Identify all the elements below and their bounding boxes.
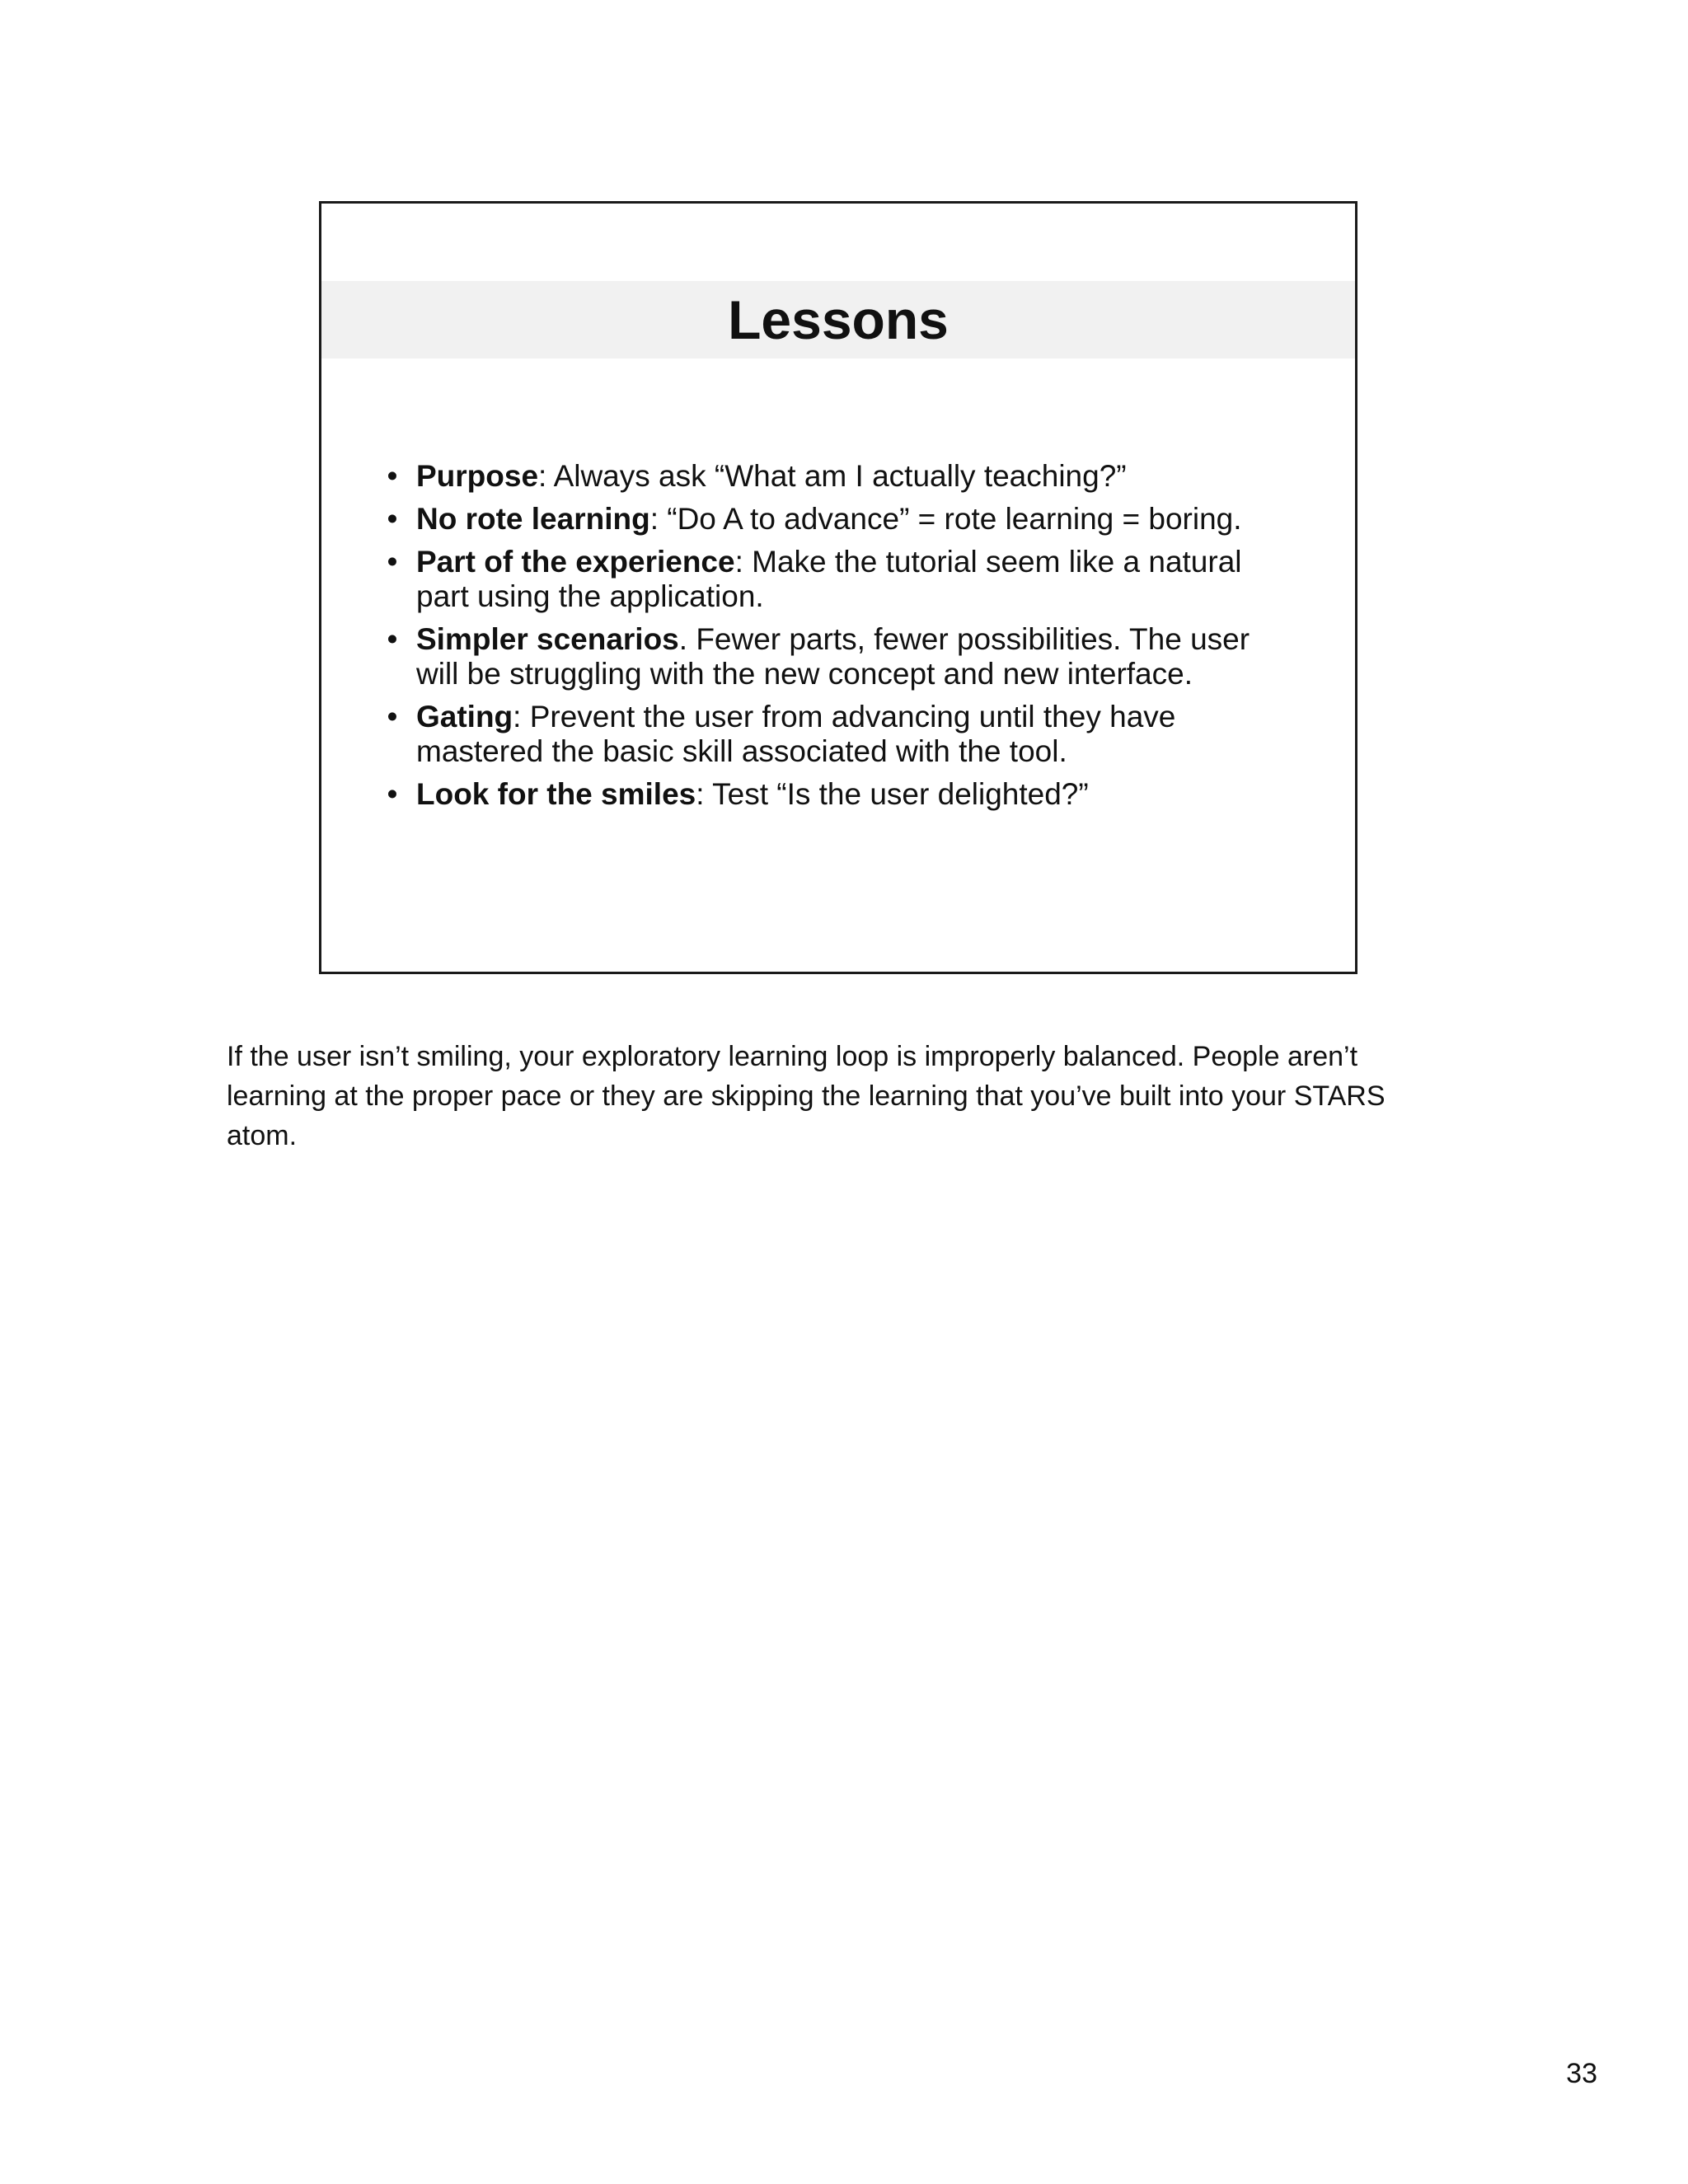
bullet-icon: • bbox=[387, 502, 398, 536]
bullet-term: Part of the experience bbox=[416, 545, 735, 579]
bullet-term: Gating bbox=[416, 700, 513, 733]
speaker-notes: If the user isn’t smiling, your exploratory learning loop is improperly balanced. People aren’t learning at the proper pace or they are skipping the learning that you’ve built into your STARS atom. bbox=[227, 1041, 1386, 1151]
bullet-text: . Fewer parts, fewer possibilities. The user will be struggling with the new concept and new interface. bbox=[416, 622, 1250, 691]
bullet-icon: • bbox=[387, 545, 398, 579]
bullet-item-gating bbox=[379, 700, 1253, 769]
bullet-term: Simpler scenarios bbox=[416, 622, 679, 656]
bullet-item-part-of-experience bbox=[379, 545, 1253, 614]
bullet-text: : Always ask “What am I actually teaching?” bbox=[538, 459, 1127, 493]
bullet-list bbox=[379, 459, 1253, 820]
bullet-item-look-for-smiles bbox=[379, 777, 1253, 812]
bullet-item-simpler-scenarios bbox=[379, 622, 1253, 691]
bullet-item-no-rote-learning bbox=[379, 502, 1253, 537]
bullet-item-purpose bbox=[379, 459, 1253, 494]
bullet-text: : Make the tutorial seem like a natural part using the application. bbox=[416, 545, 1242, 613]
slide-title: Lessons bbox=[728, 289, 949, 350]
title-band bbox=[321, 281, 1355, 359]
bullet-icon: • bbox=[387, 777, 398, 811]
bullet-term: No rote learning bbox=[416, 502, 650, 536]
bullet-text: : Prevent the user from advancing until they have mastered the basic skill associated with the tool. bbox=[416, 700, 1176, 768]
slide-frame bbox=[319, 201, 1357, 974]
bullet-icon: • bbox=[387, 700, 398, 733]
bullet-term: Purpose bbox=[416, 459, 539, 493]
bullet-icon: • bbox=[387, 622, 398, 656]
bullet-icon: • bbox=[387, 459, 398, 493]
bullet-text: : “Do A to advance” = rote learning = boring. bbox=[649, 502, 1242, 536]
page-number: 33 bbox=[1566, 2058, 1597, 2089]
bullet-text: : Test “Is the user delighted?” bbox=[696, 777, 1089, 811]
bullet-term: Look for the smiles bbox=[416, 777, 696, 811]
